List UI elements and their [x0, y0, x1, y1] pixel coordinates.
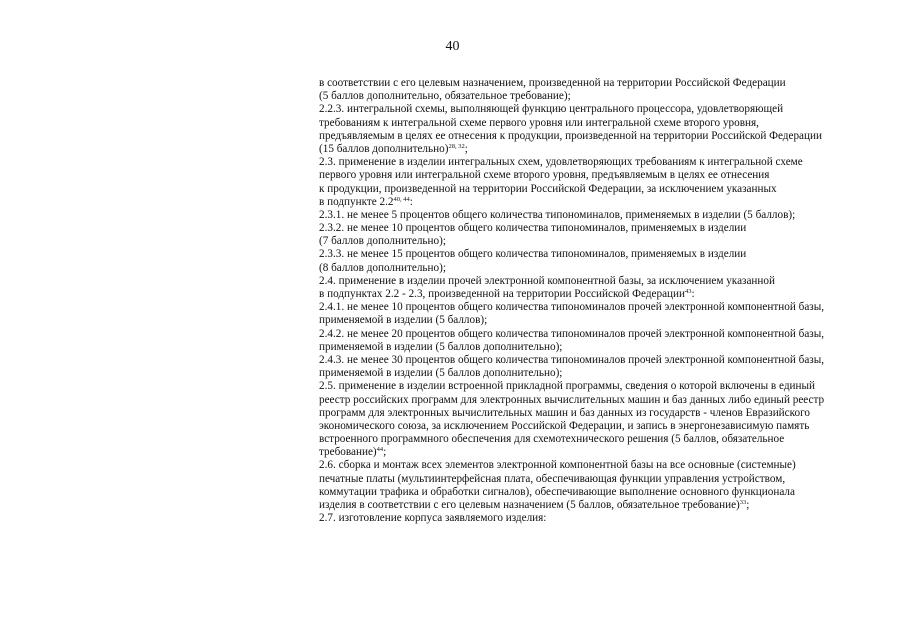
text-line: [319, 433, 864, 446]
text-line: [319, 367, 864, 380]
line-text: 2.5. применение в изделии встроенной прикладной программы, сведения о которой включены в единый: [319, 380, 816, 393]
line-text: 2.6. сборка и монтаж всех элементов электронной компонентной базы на все основные (системные): [319, 459, 796, 472]
text-line: [319, 117, 864, 130]
text-line: [319, 156, 864, 169]
text-line: [319, 459, 864, 472]
text-line: [319, 341, 864, 354]
line-text: первого уровня или интегральной схеме второго уровня, предъявляемым в целях ее отнесения: [319, 169, 770, 182]
line-text: в соответствии с его целевым назначением, произведенной на территории Российской Федерации: [319, 77, 786, 89]
line-text: (5 баллов дополнительно, обязательное требование);: [319, 90, 571, 103]
line-punctuation: ;: [464, 142, 468, 155]
line-text: 2.4. применение в изделии прочей электронной компонентной базы, за исключением указанной: [319, 274, 775, 287]
line-text: (8 баллов дополнительно);: [319, 261, 446, 274]
text-line: [319, 486, 864, 499]
line-punctuation: :: [409, 195, 413, 208]
footnote-reference: 40, 44: [393, 195, 410, 203]
text-line: [319, 248, 864, 261]
text-line: [319, 275, 864, 288]
line-text: экономического союза, за исключением Российской Федерации, и запись в энергонезависимую память: [319, 419, 810, 432]
line-text: применяемой в изделии (5 баллов);: [319, 314, 488, 327]
line-text: применяемой в изделии (5 баллов дополнительно);: [319, 367, 563, 380]
line-text: печатные платы (мультиинтерфейсная плата, обеспечивающая функции управления устройством,: [319, 472, 786, 485]
text-line: [319, 328, 864, 341]
text-line: [319, 473, 864, 486]
line-text: изделия в соответствии с его целевым назначением (5 баллов, обязательное требование): [319, 499, 740, 511]
line-text: 2.4.3. не менее 30 процентов общего количества типономиналов прочей электронной компонентной базы,: [319, 353, 825, 366]
text-line: [319, 407, 864, 420]
line-punctuation: ;: [746, 499, 750, 511]
text-line: [319, 301, 864, 314]
text-line: [319, 130, 864, 143]
footnote-reference: 44: [376, 446, 384, 454]
line-text: предъявляемым в целях ее отнесения к продукции, произведенной на территории Российской Федерации: [319, 129, 822, 142]
text-line: [319, 446, 864, 459]
line-text: требованиям к интегральной схеме первого уровня или интегральной схеме второго уровня,: [319, 116, 759, 129]
text-line: [319, 77, 864, 90]
document-body: [319, 77, 864, 525]
text-line: [319, 499, 864, 512]
line-text: в подпункте 2.2: [319, 195, 394, 208]
text-line: [319, 262, 864, 275]
line-text: коммутации трафика и обработки сигналов), обеспечивающие выполнение основного функционала: [319, 485, 795, 498]
line-text: (15 баллов дополнительно): [319, 142, 449, 155]
line-text: к продукции, произведенной на территории Российской Федерации, за исключением указанных: [319, 182, 777, 195]
line-text: 2.2.3. интегральной схемы, выполняющей функцию центрального процессора, удовлетворяющей: [319, 103, 784, 116]
line-text: программ для электронных вычислительных машин и баз данных из государств - членов Евразийского: [319, 406, 810, 419]
text-line: [319, 196, 864, 209]
footnote-reference: 28, 32: [448, 142, 465, 150]
line-text: требование): [319, 446, 377, 459]
line-text: 2.4.2. не менее 20 процентов общего количества типономиналов прочей электронной компонентной базы,: [319, 327, 825, 340]
line-text: 2.3. применение в изделии интегральных схем, удовлетворяющих требованиям к интегральной схеме: [319, 156, 803, 169]
line-text: 2.3.1. не менее 5 процентов общего количества типономиналов, применяемых в изделии (5 баллов);: [319, 208, 796, 221]
line-text: 2.3.3. не менее 15 процентов общего количества типономиналов, применяемых в изделии: [319, 248, 747, 261]
line-text: применяемой в изделии (5 баллов дополнительно);: [319, 340, 563, 353]
text-line: [319, 143, 864, 156]
line-punctuation: ;: [383, 446, 387, 459]
text-line: [319, 183, 864, 196]
text-line: [319, 420, 864, 433]
text-line: [319, 169, 864, 182]
footnote-reference: 43: [685, 288, 692, 295]
line-text: 2.7. изготовление корпуса заявляемого изделия:: [319, 512, 547, 525]
text-line: [319, 394, 864, 407]
line-text: в подпунктах 2.2 - 2.3, произведенной на территории Российской Федерации: [319, 288, 686, 300]
text-line: [319, 235, 864, 248]
text-line: [319, 90, 864, 103]
line-text: (7 баллов дополнительно);: [319, 235, 446, 248]
text-line: [319, 222, 864, 235]
line-text: 2.4.1. не менее 10 процентов общего количества типономиналов прочей электронной компонентной базы,: [319, 301, 825, 314]
text-line: [319, 209, 864, 222]
text-line: [319, 103, 864, 116]
page-number: 40: [445, 39, 460, 54]
text-line: [319, 354, 864, 367]
footnote-reference: 33: [739, 499, 747, 506]
text-line: [319, 380, 864, 393]
text-line: [319, 314, 864, 327]
text-line: [319, 288, 864, 301]
line-punctuation: :: [691, 288, 695, 300]
text-line: [319, 512, 864, 525]
line-text: реестр российских программ для электронных вычислительных машин и баз данных либо единый реестр: [319, 393, 825, 406]
line-text: 2.3.2. не менее 10 процентов общего количества типономиналов, применяемых в изделии: [319, 222, 747, 235]
line-text: встроенного программного обеспечения для схемотехнического решения (5 баллов, обязательное: [319, 433, 785, 446]
